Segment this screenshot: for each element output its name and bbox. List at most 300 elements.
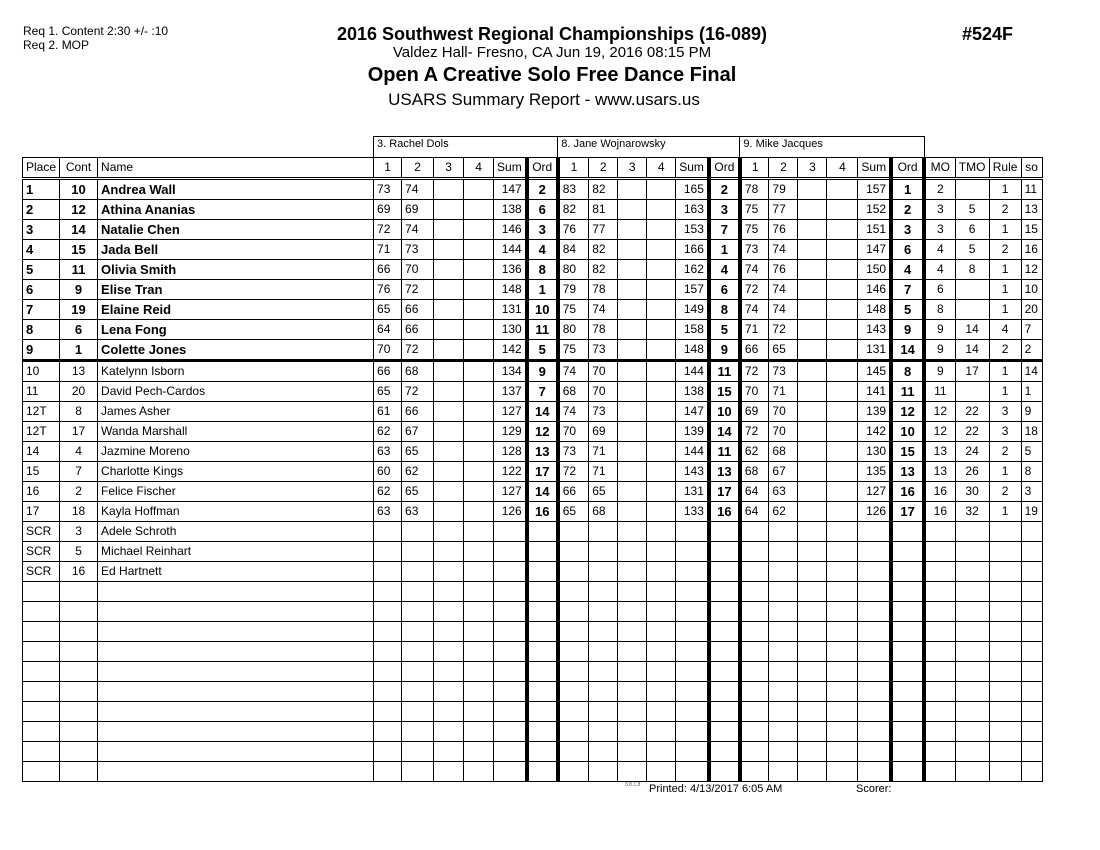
judge-3-score-2 <box>769 762 798 782</box>
judge-3-score-1: 74 <box>740 260 769 280</box>
judge-2-score-2 <box>589 642 618 662</box>
judge-3-score-2: 72 <box>769 320 798 340</box>
table-row <box>23 382 1043 402</box>
judge-1-score-1 <box>374 602 402 622</box>
judge-3-score-4 <box>827 762 858 782</box>
judge-2-score-3 <box>618 340 647 361</box>
judge-2-score-3 <box>618 542 647 562</box>
rule-cell <box>989 542 1021 562</box>
judge-3-sum: 150 <box>858 260 891 280</box>
judge-3-score-2: 73 <box>769 361 798 382</box>
contestant-number-cell: 19 <box>60 300 98 320</box>
header-place: Place <box>23 158 60 179</box>
rule-cell: 1 <box>989 462 1021 482</box>
judge-2-score-1: 82 <box>558 200 589 220</box>
judge-2-score-1: 75 <box>558 340 589 361</box>
judge-1-score-3 <box>434 340 464 361</box>
mo-cell: 16 <box>924 502 955 522</box>
mo-cell <box>924 702 955 722</box>
judge-3-ordinal: 2 <box>891 200 924 220</box>
rule-cell <box>989 742 1021 762</box>
judge-2-score-1: 83 <box>558 179 589 200</box>
skater-name-cell: Michael Reinhart <box>98 542 374 562</box>
table-row <box>23 240 1043 260</box>
judge-1-ordinal: 12 <box>527 422 558 442</box>
judge-3-score-2 <box>769 722 798 742</box>
judge-2-score-4 <box>647 682 676 702</box>
judge-2-score-3 <box>618 522 647 542</box>
judge-1-ordinal <box>527 642 558 662</box>
tmo-cell <box>955 762 989 782</box>
place-cell: 10 <box>23 361 60 382</box>
judge-1-score-3 <box>434 382 464 402</box>
mo-cell <box>924 562 955 582</box>
judge-2-ordinal <box>709 682 740 702</box>
skater-name-cell: Felice Fischer <box>98 482 374 502</box>
judge-2-score-2: 78 <box>589 320 618 340</box>
judge-3-score-3 <box>798 722 827 742</box>
contestant-number-cell: 8 <box>60 402 98 422</box>
judge-3-score-3 <box>798 382 827 402</box>
table-row <box>23 462 1043 482</box>
so-cell: 20 <box>1021 300 1042 320</box>
judge-3-score-2: 76 <box>769 220 798 240</box>
contestant-number-cell: 12 <box>60 200 98 220</box>
judge-1-ordinal: 11 <box>527 320 558 340</box>
judge-1-score-2: 67 <box>402 422 434 442</box>
judge-2-score-2 <box>589 542 618 562</box>
judge-3-ordinal <box>891 722 924 742</box>
judge-1-sum: 146 <box>494 220 527 240</box>
judge-3-score-1: 66 <box>740 340 769 361</box>
judge-1-sum <box>494 522 527 542</box>
so-cell: 18 <box>1021 422 1042 442</box>
judge-1-score-1 <box>374 702 402 722</box>
so-cell <box>1021 542 1042 562</box>
judge-1-ordinal <box>527 602 558 622</box>
judge-2-score-4 <box>647 722 676 742</box>
header-score-2: 2 <box>402 158 434 179</box>
mo-cell <box>924 602 955 622</box>
judge-1-sum: 148 <box>494 280 527 300</box>
skater-name-cell <box>98 742 374 762</box>
judge-2-score-1: 75 <box>558 300 589 320</box>
judge-2-score-3 <box>618 662 647 682</box>
so-cell: 8 <box>1021 462 1042 482</box>
mo-cell: 3 <box>924 200 955 220</box>
judge-3-score-1 <box>740 682 769 702</box>
judge-3-sum <box>858 522 891 542</box>
judge-1-score-3 <box>434 622 464 642</box>
judge-3-score-3 <box>798 200 827 220</box>
judge-3-score-1: 62 <box>740 442 769 462</box>
judge-2-ordinal: 3 <box>709 200 740 220</box>
judge-3-sum <box>858 562 891 582</box>
table-row <box>23 502 1043 522</box>
judge-1-score-1: 60 <box>374 462 402 482</box>
judge-1-score-2: 73 <box>402 240 434 260</box>
contestant-number-cell: 9 <box>60 280 98 300</box>
judge-2-score-1: 65 <box>558 502 589 522</box>
judge-2-ordinal <box>709 582 740 602</box>
judge-3-score-2: 79 <box>769 179 798 200</box>
skater-name-cell: Jazmine Moreno <box>98 442 374 462</box>
judge-2-name: 8. Jane Wojnarowsky <box>558 137 740 158</box>
judge-1-score-3 <box>434 742 464 762</box>
judge-3-ordinal: 16 <box>891 482 924 502</box>
blank-row <box>23 622 1043 642</box>
tmo-cell <box>955 642 989 662</box>
judge-1-score-1: 71 <box>374 240 402 260</box>
judge-1-score-2 <box>402 582 434 602</box>
so-cell <box>1021 562 1042 582</box>
so-cell <box>1021 742 1042 762</box>
place-cell: 2 <box>23 200 60 220</box>
judge-2-score-1: 66 <box>558 482 589 502</box>
judge-3-score-4 <box>827 502 858 522</box>
judge-3-sum <box>858 662 891 682</box>
judge-2-sum: 131 <box>676 482 709 502</box>
judge-2-score-4 <box>647 762 676 782</box>
skater-name-cell: Elaine Reid <box>98 300 374 320</box>
contestant-number-cell: 13 <box>60 361 98 382</box>
judge-1-sum <box>494 682 527 702</box>
judge-1-score-3 <box>434 542 464 562</box>
contestant-number-cell: 20 <box>60 382 98 402</box>
so-cell: 2 <box>1021 340 1042 361</box>
judge-1-sum <box>494 622 527 642</box>
contestant-number-cell <box>60 722 98 742</box>
judge-1-score-2: 74 <box>402 220 434 240</box>
place-cell: 1 <box>23 179 60 200</box>
mo-cell: 9 <box>924 320 955 340</box>
so-cell: 10 <box>1021 280 1042 300</box>
judge-2-score-4 <box>647 220 676 240</box>
contestant-number-cell: 18 <box>60 502 98 522</box>
judge-3-score-4 <box>827 179 858 200</box>
header-score-2: 2 <box>769 158 798 179</box>
judge-3-score-4 <box>827 361 858 382</box>
judge-2-score-2: 77 <box>589 220 618 240</box>
judge-3-score-1: 74 <box>740 300 769 320</box>
place-cell: 14 <box>23 442 60 462</box>
judge-2-score-4 <box>647 280 676 300</box>
contestant-number-cell: 2 <box>60 482 98 502</box>
judge-1-score-3 <box>434 220 464 240</box>
judge-2-ordinal <box>709 642 740 662</box>
judge-2-sum: 143 <box>676 462 709 482</box>
judge-1-score-1: 65 <box>374 382 402 402</box>
judge-2-score-2: 71 <box>589 462 618 482</box>
judge-2-score-3 <box>618 742 647 762</box>
judge-3-score-4 <box>827 522 858 542</box>
skater-name-cell: Natalie Chen <box>98 220 374 240</box>
judge-2-score-2 <box>589 702 618 722</box>
place-cell <box>23 702 60 722</box>
event-name: Open A Creative Solo Free Dance Final <box>367 64 737 86</box>
judge-2-sum: 162 <box>676 260 709 280</box>
header-score-2: 2 <box>589 158 618 179</box>
judge-2-score-4 <box>647 542 676 562</box>
rule-cell: 3 <box>989 402 1021 422</box>
judge-3-sum <box>858 642 891 662</box>
judge-1-sum <box>494 542 527 562</box>
judge-2-score-3 <box>618 361 647 382</box>
judge-1-ordinal <box>527 582 558 602</box>
place-cell: 9 <box>23 340 60 361</box>
judge-1-sum: 137 <box>494 382 527 402</box>
judge-1-score-3 <box>434 200 464 220</box>
skater-name-cell: Wanda Marshall <box>98 422 374 442</box>
table-row <box>23 422 1043 442</box>
judge-1-score-2: 74 <box>402 179 434 200</box>
venue-datetime: Valdez Hall- Fresno, CA Jun 19, 2016 08:15 PM <box>392 44 712 61</box>
judge-1-score-4 <box>464 522 494 542</box>
judge-3-score-2: 76 <box>769 260 798 280</box>
judge-1-score-3 <box>434 300 464 320</box>
judge-3-score-2: 74 <box>769 280 798 300</box>
judge-2-sum <box>676 722 709 742</box>
judge-1-ordinal: 3 <box>527 220 558 240</box>
judge-3-score-3 <box>798 361 827 382</box>
judge-2-ordinal: 15 <box>709 382 740 402</box>
judge-2-score-4 <box>647 642 676 662</box>
judge-3-score-3 <box>798 482 827 502</box>
header-so: so <box>1021 158 1042 179</box>
judge-2-sum <box>676 562 709 582</box>
judge-2-sum <box>676 602 709 622</box>
judge-3-score-1: 73 <box>740 240 769 260</box>
judge-2-sum: 165 <box>676 179 709 200</box>
judge-3-score-4 <box>827 340 858 361</box>
header-score-3: 3 <box>434 158 464 179</box>
judge-1-sum <box>494 562 527 582</box>
skater-name-cell: Andrea Wall <box>98 179 374 200</box>
judge-3-ordinal <box>891 562 924 582</box>
judge-3-sum: 151 <box>858 220 891 240</box>
judge-1-score-1: 73 <box>374 179 402 200</box>
judge-1-score-2 <box>402 602 434 622</box>
judge-2-score-2: 65 <box>589 482 618 502</box>
contestant-number-cell: 14 <box>60 220 98 240</box>
judge-1-score-3 <box>434 682 464 702</box>
judge-1-score-2: 72 <box>402 382 434 402</box>
judge-2-score-4 <box>647 562 676 582</box>
judge-1-score-4 <box>464 482 494 502</box>
judge-1-score-4 <box>464 402 494 422</box>
judge-3-ordinal: 7 <box>891 280 924 300</box>
so-cell: 7 <box>1021 320 1042 340</box>
header-score-1: 1 <box>558 158 589 179</box>
judge-2-score-3 <box>618 442 647 462</box>
judge-3-score-4 <box>827 300 858 320</box>
judge-3-score-3 <box>798 542 827 562</box>
table-row <box>23 280 1043 300</box>
judge-1-sum: 134 <box>494 361 527 382</box>
judge-2-score-1 <box>558 542 589 562</box>
contestant-number-cell: 3 <box>60 522 98 542</box>
judge-1-score-3 <box>434 179 464 200</box>
judge-1-score-4 <box>464 502 494 522</box>
judge-2-score-4 <box>647 702 676 722</box>
judge-1-sum <box>494 702 527 722</box>
rule-cell: 2 <box>989 200 1021 220</box>
judge-3-score-1 <box>740 762 769 782</box>
judge-2-score-3 <box>618 240 647 260</box>
judge-1-score-4 <box>464 542 494 562</box>
mo-cell: 6 <box>924 280 955 300</box>
judge-2-score-4 <box>647 200 676 220</box>
blank-row <box>23 602 1043 622</box>
report-name: USARS Summary Report - www.usars.us <box>388 90 700 109</box>
judge-3-score-1: 70 <box>740 382 769 402</box>
rule-cell <box>989 522 1021 542</box>
judge-1-score-1: 66 <box>374 260 402 280</box>
mo-cell <box>924 542 955 562</box>
judge-3-score-2 <box>769 622 798 642</box>
judge-3-sum <box>858 682 891 702</box>
judge-1-sum: 127 <box>494 402 527 422</box>
judge-2-score-2 <box>589 662 618 682</box>
contestant-number-cell: 7 <box>60 462 98 482</box>
judge-2-sum <box>676 742 709 762</box>
judge-2-score-2: 81 <box>589 200 618 220</box>
place-cell: 12T <box>23 402 60 422</box>
judge-1-sum: 126 <box>494 502 527 522</box>
judge-1-ordinal <box>527 622 558 642</box>
judge-1-score-3 <box>434 662 464 682</box>
judge-1-score-2: 72 <box>402 340 434 361</box>
blank-row <box>23 762 1043 782</box>
judge-2-score-3 <box>618 562 647 582</box>
judge-3-score-1: 78 <box>740 179 769 200</box>
judge-2-score-4 <box>647 422 676 442</box>
tmo-cell <box>955 602 989 622</box>
header-sum: Sum <box>494 158 527 179</box>
judge-1-ordinal: 14 <box>527 402 558 422</box>
judge-2-score-1 <box>558 602 589 622</box>
skater-name-cell <box>98 582 374 602</box>
header-score-1: 1 <box>374 158 402 179</box>
judge-2-score-3 <box>618 300 647 320</box>
judge-1-sum: 122 <box>494 462 527 482</box>
judge-1-score-2: 66 <box>402 300 434 320</box>
contestant-number-cell: 11 <box>60 260 98 280</box>
judge-3-score-4 <box>827 220 858 240</box>
blank-row <box>23 662 1043 682</box>
judge-3-score-3 <box>798 422 827 442</box>
judge-2-score-4 <box>647 340 676 361</box>
tmo-cell: 17 <box>955 361 989 382</box>
contestant-number-cell <box>60 702 98 722</box>
rule-cell: 1 <box>989 280 1021 300</box>
judge-3-score-2 <box>769 602 798 622</box>
judge-2-score-4 <box>647 662 676 682</box>
so-cell: 3 <box>1021 482 1042 502</box>
rule-cell: 1 <box>989 300 1021 320</box>
judge-1-ordinal <box>527 742 558 762</box>
mo-cell: 12 <box>924 402 955 422</box>
requirement-1: Req 1. Content 2:30 +/- :10 <box>23 24 169 38</box>
judge-2-score-2: 68 <box>589 502 618 522</box>
judge-3-score-2 <box>769 542 798 562</box>
judge-1-name: 3. Rachel Dols <box>374 137 558 158</box>
tmo-cell <box>955 622 989 642</box>
judge-1-sum: 127 <box>494 482 527 502</box>
table-row <box>23 542 1043 562</box>
tmo-cell <box>955 542 989 562</box>
judge-3-score-3 <box>798 662 827 682</box>
judge-3-sum: 139 <box>858 402 891 422</box>
judge-1-ordinal: 17 <box>527 462 558 482</box>
place-cell: 15 <box>23 462 60 482</box>
judge-1-score-1 <box>374 622 402 642</box>
header-ord: Ord <box>891 158 924 179</box>
judge-3-score-4 <box>827 260 858 280</box>
judge-3-score-3 <box>798 179 827 200</box>
judge-3-score-2 <box>769 562 798 582</box>
judge-1-sum <box>494 642 527 662</box>
judge-1-score-2 <box>402 562 434 582</box>
judge-2-score-1 <box>558 702 589 722</box>
skater-name-cell: Lena Fong <box>98 320 374 340</box>
mo-cell <box>924 722 955 742</box>
rule-cell: 1 <box>989 220 1021 240</box>
so-cell <box>1021 722 1042 742</box>
judge-2-ordinal: 8 <box>709 300 740 320</box>
header-sum: Sum <box>858 158 891 179</box>
so-cell: 11 <box>1021 179 1042 200</box>
judge-2-score-2 <box>589 582 618 602</box>
judge-3-ordinal: 8 <box>891 361 924 382</box>
judge-3-score-4 <box>827 702 858 722</box>
contestant-number-cell: 16 <box>60 562 98 582</box>
judge-3-score-1: 72 <box>740 280 769 300</box>
table-row <box>23 320 1043 340</box>
judge-1-ordinal: 10 <box>527 300 558 320</box>
judge-2-score-1: 73 <box>558 442 589 462</box>
judge-3-sum <box>858 722 891 742</box>
skater-name-cell <box>98 602 374 622</box>
judge-2-ordinal: 17 <box>709 482 740 502</box>
judge-3-sum: 126 <box>858 502 891 522</box>
judge-3-score-2: 70 <box>769 422 798 442</box>
judge-3-score-3 <box>798 522 827 542</box>
judge-3-ordinal <box>891 602 924 622</box>
judge-1-score-2 <box>402 682 434 702</box>
judge-3-score-3 <box>798 402 827 422</box>
judge-3-score-2: 65 <box>769 340 798 361</box>
skater-name-cell: Jada Bell <box>98 240 374 260</box>
judge-1-score-4 <box>464 622 494 642</box>
contestant-number-cell <box>60 762 98 782</box>
judge-1-score-2: 65 <box>402 482 434 502</box>
skater-name-cell <box>98 662 374 682</box>
tmo-cell <box>955 742 989 762</box>
contestant-number-cell: 1 <box>60 340 98 361</box>
skater-name-cell: James Asher <box>98 402 374 422</box>
judge-1-ordinal <box>527 562 558 582</box>
judge-1-sum <box>494 602 527 622</box>
so-cell <box>1021 642 1042 662</box>
table-row <box>23 482 1043 502</box>
judge-1-score-4 <box>464 240 494 260</box>
judge-3-score-4 <box>827 320 858 340</box>
judge-1-score-3 <box>434 280 464 300</box>
judge-1-score-4 <box>464 422 494 442</box>
judge-2-ordinal: 16 <box>709 502 740 522</box>
judge-2-score-3 <box>618 582 647 602</box>
